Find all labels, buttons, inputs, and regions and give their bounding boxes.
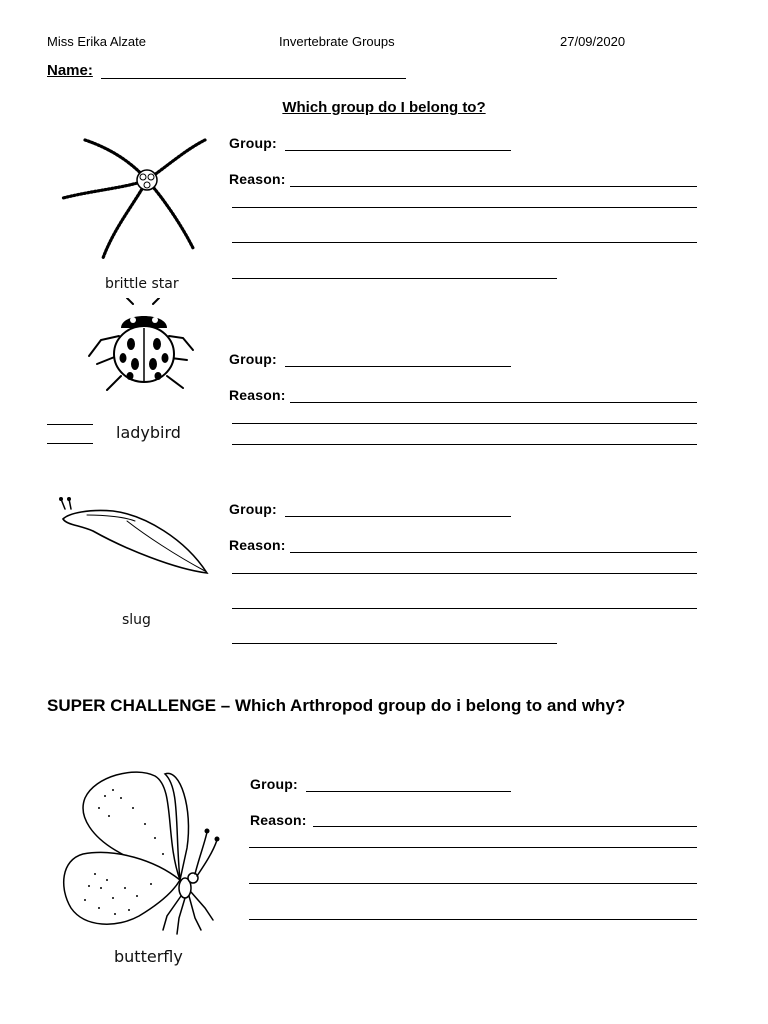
reason-answer-line[interactable] <box>290 186 697 187</box>
group-answer-line[interactable] <box>285 366 511 367</box>
name-label: Name: <box>47 62 93 79</box>
worksheet-date: 27/09/2020 <box>560 34 626 49</box>
reason-answer-line[interactable] <box>232 423 697 424</box>
group-answer-line[interactable] <box>285 150 511 151</box>
reason-answer-line[interactable] <box>232 573 697 574</box>
worksheet-question: Which group do I belong to? <box>282 99 486 116</box>
name-field[interactable] <box>101 78 406 79</box>
group-label: Group: <box>229 351 277 367</box>
reason-answer-line[interactable] <box>290 552 697 553</box>
reason-answer-line[interactable] <box>232 242 697 243</box>
ladybird-drawing <box>83 298 198 398</box>
group-answer-line[interactable] <box>306 791 511 792</box>
reason-answer-line[interactable] <box>232 444 697 445</box>
teacher-name: Miss Erika Alzate <box>47 34 146 49</box>
reason-answer-line[interactable] <box>249 919 697 920</box>
item-caption: brittle star <box>105 276 179 292</box>
worksheet-topic: Invertebrate Groups <box>279 34 395 49</box>
brittle-star-drawing <box>55 128 215 268</box>
reason-label: Reason: <box>250 812 307 828</box>
reason-answer-line[interactable] <box>313 826 697 827</box>
group-label: Group: <box>229 501 277 517</box>
group-answer-line[interactable] <box>285 516 511 517</box>
stray-answer-line[interactable] <box>47 424 93 425</box>
reason-label: Reason: <box>229 537 286 553</box>
super-challenge-heading: SUPER CHALLENGE – Which Arthropod group do i belong to and why? <box>47 696 626 715</box>
item-caption: butterfly <box>114 947 183 966</box>
reason-answer-line[interactable] <box>232 608 697 609</box>
reason-label: Reason: <box>229 387 286 403</box>
reason-answer-line[interactable] <box>232 207 697 208</box>
butterfly-drawing <box>55 768 235 943</box>
reason-answer-line[interactable] <box>232 643 557 644</box>
reason-answer-line[interactable] <box>249 847 697 848</box>
reason-label: Reason: <box>229 171 286 187</box>
group-label: Group: <box>250 776 298 792</box>
reason-answer-line[interactable] <box>290 402 697 403</box>
slug-drawing <box>55 495 215 585</box>
item-caption: ladybird <box>116 423 181 442</box>
reason-answer-line[interactable] <box>249 883 697 884</box>
item-caption: slug <box>122 612 151 628</box>
group-label: Group: <box>229 135 277 151</box>
reason-answer-line[interactable] <box>232 278 557 279</box>
stray-answer-line[interactable] <box>47 443 93 444</box>
